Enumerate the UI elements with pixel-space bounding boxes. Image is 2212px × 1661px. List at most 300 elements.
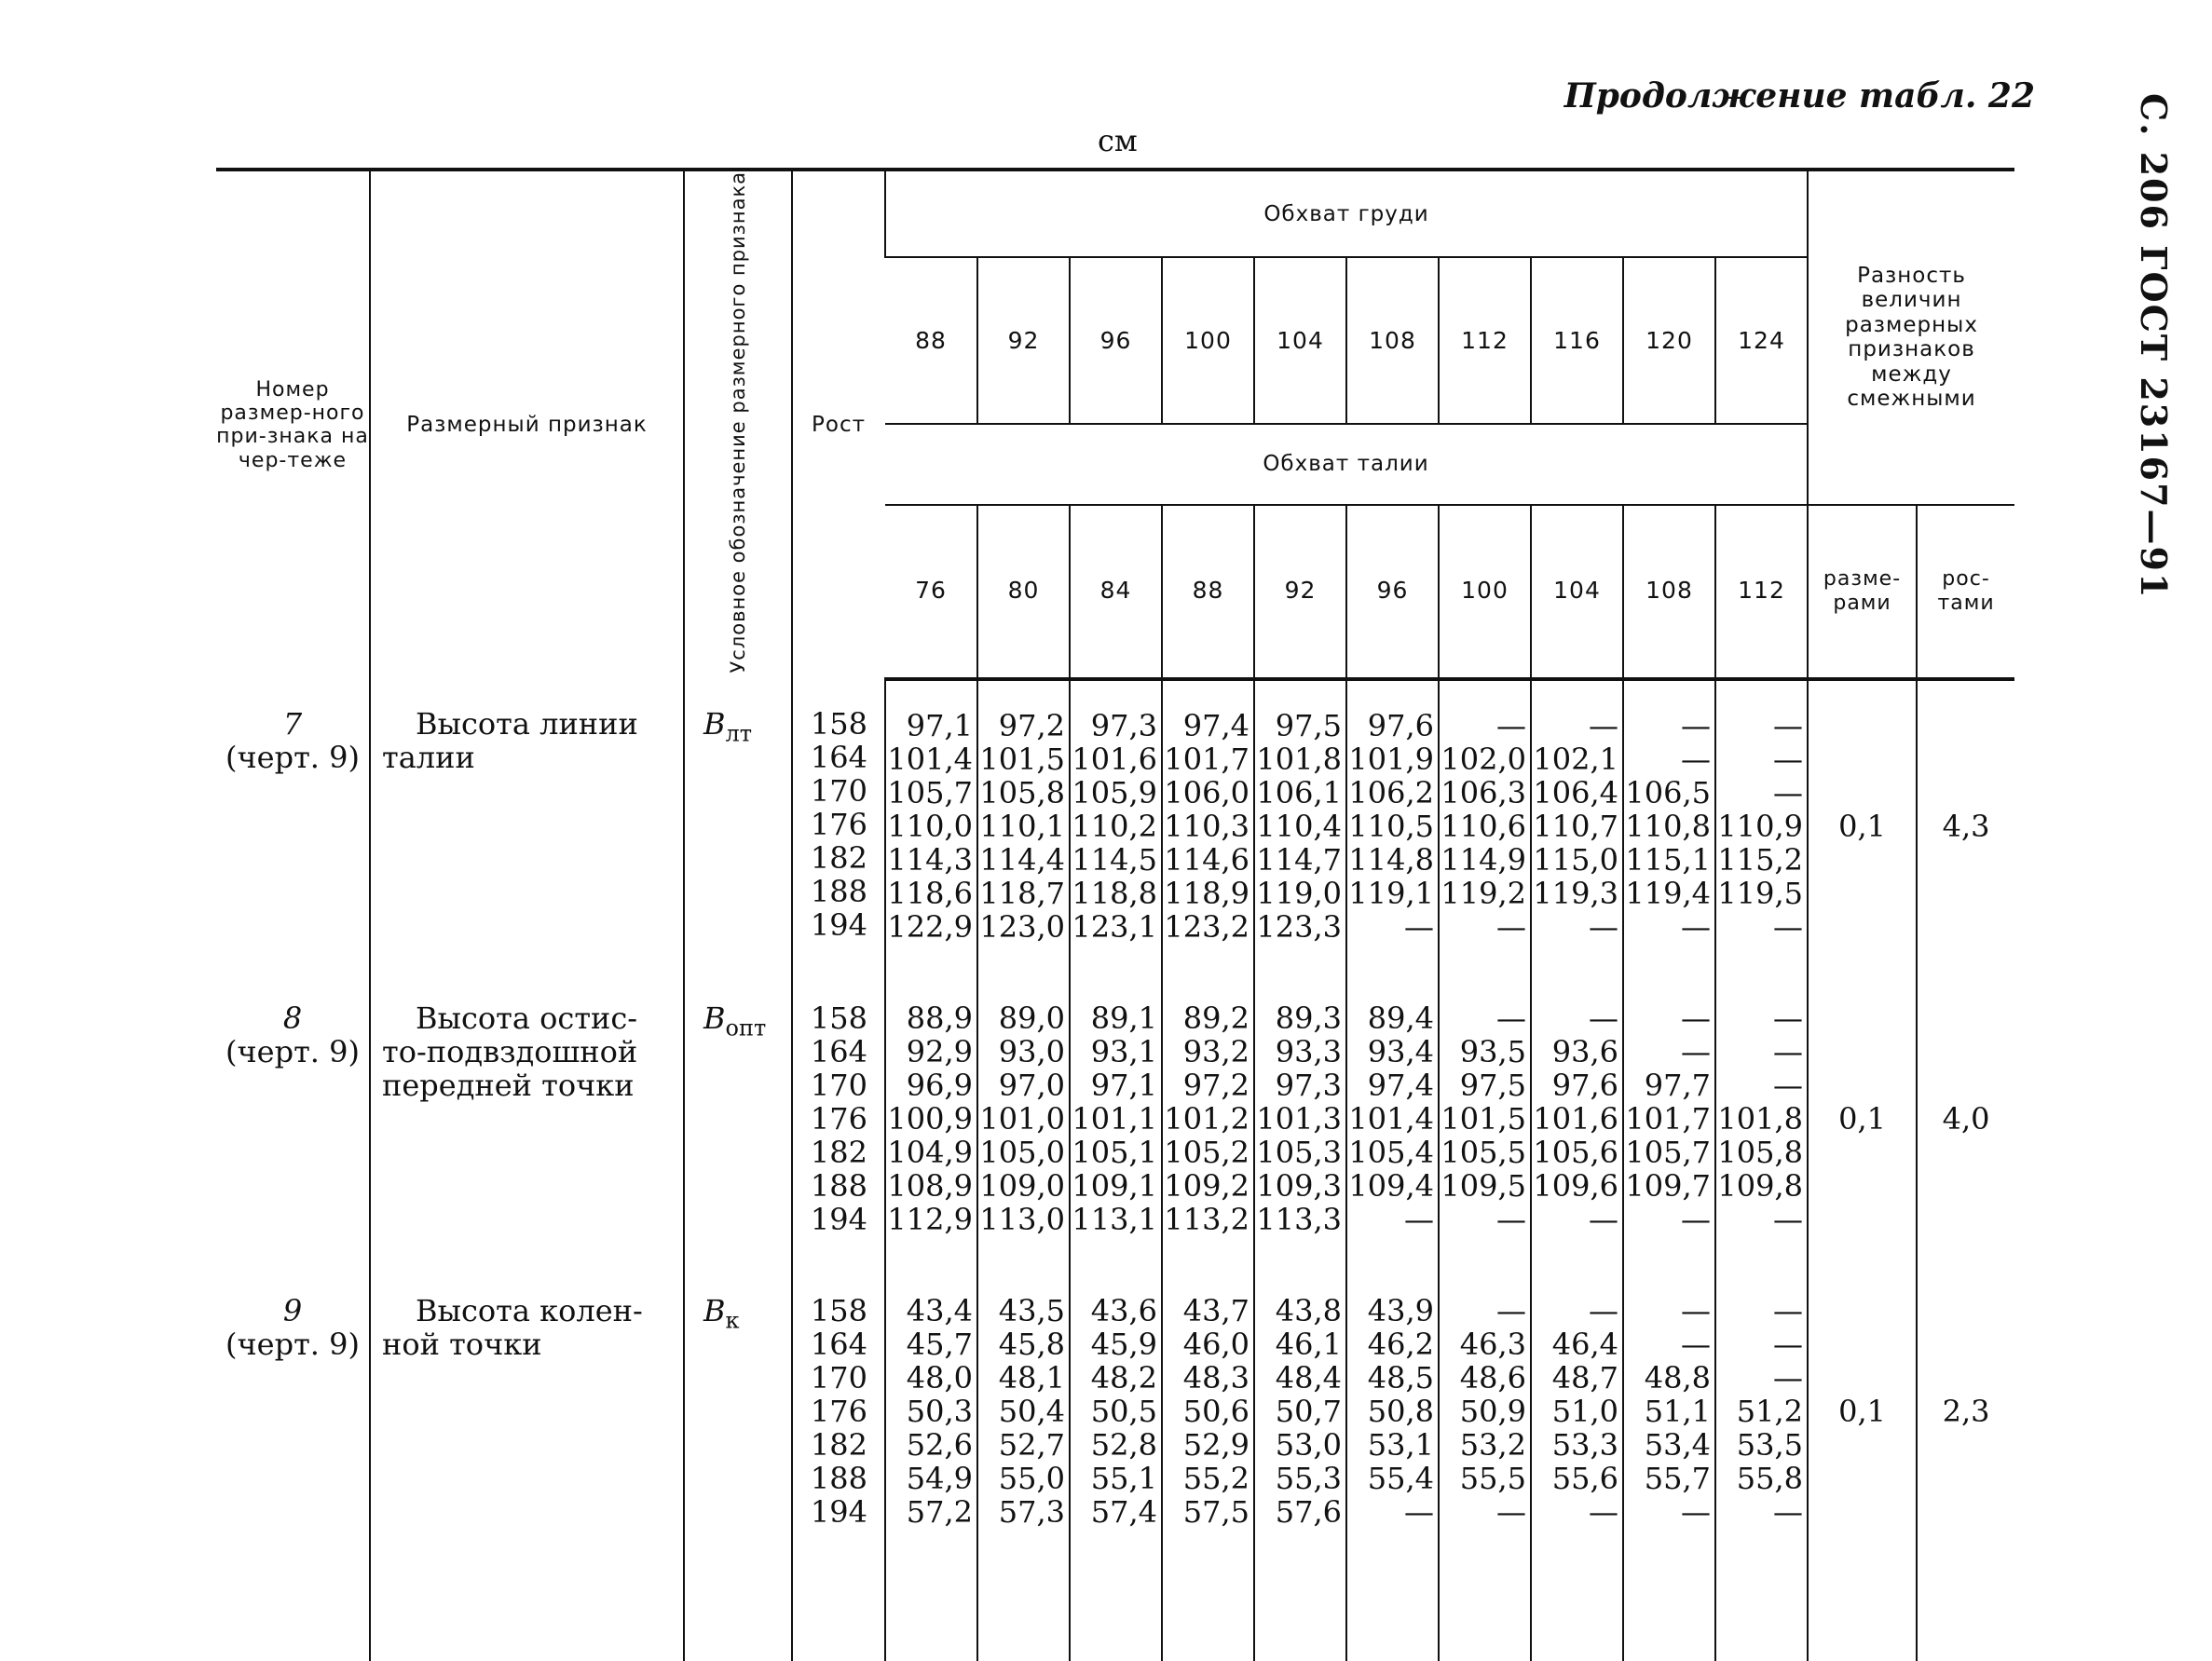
measurement-value: — bbox=[1773, 1326, 1804, 1362]
filler-cell bbox=[1254, 1559, 1346, 1661]
measurement-value: 48,7 bbox=[1551, 1359, 1618, 1396]
height-value: 194 bbox=[810, 906, 867, 943]
feature-symbol-subscript: к bbox=[725, 1307, 740, 1334]
feature-name-cell bbox=[370, 973, 684, 1266]
measurement-value: 119,1 bbox=[1348, 875, 1434, 911]
measurement-column-cell bbox=[1439, 1266, 1531, 1559]
measurement-value: 118,8 bbox=[1072, 875, 1157, 911]
measurement-value: — bbox=[1773, 1359, 1804, 1396]
measurement-value: 46,2 bbox=[1367, 1326, 1434, 1362]
measurement-value: 110,7 bbox=[1533, 808, 1618, 844]
measurement-value: 114,7 bbox=[1256, 841, 1342, 878]
measurement-value: 57,2 bbox=[906, 1493, 973, 1530]
measurement-value: — bbox=[1496, 1493, 1526, 1530]
measurement-column-cell bbox=[1346, 679, 1439, 973]
diff-heights-value: 4,3 bbox=[1917, 679, 2014, 973]
measurement-value: 114,3 bbox=[887, 841, 973, 878]
drawing-reference: (черт. 9) bbox=[225, 1326, 360, 1362]
measurement-value: 96,9 bbox=[906, 1067, 973, 1103]
measurement-value: — bbox=[1404, 1201, 1434, 1237]
measurement-value: 50,4 bbox=[998, 1393, 1065, 1429]
diff-heights-value: 2,3 bbox=[1917, 1266, 2014, 1559]
height-values-cell bbox=[792, 679, 885, 973]
column-group-chest: Обхват груди bbox=[885, 170, 1808, 257]
measurement-value: 43,5 bbox=[998, 1292, 1065, 1328]
feature-name-line: Высота колен- bbox=[416, 1292, 643, 1328]
measurement-value: — bbox=[1589, 1201, 1618, 1237]
measurement-value: — bbox=[1404, 1493, 1434, 1530]
measurement-column-cell bbox=[977, 679, 1070, 973]
measurement-value: 46,3 bbox=[1459, 1326, 1526, 1362]
measurement-value: 105,8 bbox=[1717, 1134, 1804, 1170]
measurement-column-cell bbox=[1715, 679, 1808, 973]
measurement-value: 89,1 bbox=[1090, 1000, 1157, 1036]
measurement-column-cell bbox=[977, 973, 1070, 1266]
measurement-value: 55,0 bbox=[998, 1460, 1065, 1496]
feature-name-line: то-подвздошной bbox=[382, 1033, 638, 1069]
drawing-reference: (черт. 9) bbox=[225, 1033, 360, 1069]
measurement-value: — bbox=[1773, 1000, 1804, 1036]
height-value: 188 bbox=[810, 1460, 867, 1496]
measurement-value: 106,2 bbox=[1348, 774, 1434, 810]
measurement-value: 114,9 bbox=[1441, 841, 1526, 878]
measurement-value: 97,1 bbox=[906, 707, 973, 743]
measurement-value: 93,2 bbox=[1182, 1033, 1249, 1069]
measurement-value: 89,4 bbox=[1367, 1000, 1434, 1036]
drawing-reference: (черт. 9) bbox=[225, 739, 360, 775]
waist-value-header: 104 bbox=[1531, 505, 1623, 679]
measurement-value: 93,4 bbox=[1367, 1033, 1434, 1069]
measurement-value: 97,3 bbox=[1090, 707, 1157, 743]
measurement-value: 45,8 bbox=[998, 1326, 1065, 1362]
measurement-value: 101,5 bbox=[979, 741, 1065, 777]
filler-cell bbox=[216, 1559, 370, 1661]
measurement-column-cell bbox=[1162, 1266, 1254, 1559]
measurement-value: — bbox=[1589, 1292, 1618, 1328]
measurement-value: 54,9 bbox=[906, 1460, 973, 1496]
measurement-value: — bbox=[1773, 1033, 1804, 1069]
measurement-value: 52,9 bbox=[1182, 1426, 1249, 1463]
continuation-caption: Продолжение табл. 22 bbox=[1563, 76, 2035, 116]
chest-value-header: 92 bbox=[977, 257, 1070, 424]
measurement-value: 48,4 bbox=[1275, 1359, 1342, 1396]
measurement-value: 104,9 bbox=[887, 1134, 973, 1170]
filler-cell bbox=[684, 1559, 792, 1661]
measurement-value: 50,7 bbox=[1275, 1393, 1342, 1429]
measurement-value: 110,3 bbox=[1164, 808, 1249, 844]
measurement-value: 48,3 bbox=[1182, 1359, 1249, 1396]
measurement-value: 46,0 bbox=[1182, 1326, 1249, 1362]
waist-value-header: 84 bbox=[1070, 505, 1162, 679]
height-value: 194 bbox=[810, 1201, 867, 1237]
table-row bbox=[216, 679, 2014, 973]
measurement-value: — bbox=[1496, 1201, 1526, 1237]
measurement-value: 57,5 bbox=[1182, 1493, 1249, 1530]
measurement-value: 123,0 bbox=[979, 908, 1065, 945]
measurement-value: 97,4 bbox=[1367, 1067, 1434, 1103]
measurement-value: 110,6 bbox=[1441, 808, 1526, 844]
measurement-value: — bbox=[1589, 1000, 1618, 1036]
table-filler-row bbox=[216, 1559, 2014, 1661]
waist-value-header: 88 bbox=[1162, 505, 1254, 679]
measurement-value: — bbox=[1773, 1292, 1804, 1328]
measurement-value: — bbox=[1589, 1493, 1618, 1530]
measurement-value: 45,9 bbox=[1090, 1326, 1157, 1362]
measurement-value: 55,7 bbox=[1644, 1460, 1711, 1496]
diff-heights-value: 4,0 bbox=[1917, 973, 2014, 1266]
column-header-number: Номер размер-ного при-знака на чер-теже bbox=[216, 170, 370, 679]
measurement-value: 55,6 bbox=[1551, 1460, 1618, 1496]
measurement-value: 51,2 bbox=[1736, 1393, 1804, 1429]
measurement-value: 53,3 bbox=[1551, 1426, 1618, 1463]
measurement-value: 123,2 bbox=[1164, 908, 1249, 945]
measurement-value: 109,1 bbox=[1072, 1167, 1157, 1204]
measurement-value: 105,2 bbox=[1164, 1134, 1249, 1170]
measurement-value: 105,7 bbox=[887, 774, 973, 810]
measurement-value: 101,8 bbox=[1717, 1100, 1804, 1137]
measurement-value: 53,0 bbox=[1275, 1426, 1342, 1463]
measurement-value: 101,1 bbox=[1072, 1100, 1157, 1137]
measurement-value: 97,1 bbox=[1090, 1067, 1157, 1103]
measurement-value: 57,3 bbox=[998, 1493, 1065, 1530]
measurement-value: 101,4 bbox=[887, 741, 973, 777]
measurement-value: 109,4 bbox=[1348, 1167, 1434, 1204]
height-value: 182 bbox=[810, 1426, 867, 1463]
height-value: 182 bbox=[810, 839, 867, 876]
filler-cell bbox=[1917, 1559, 2014, 1661]
measurement-value: 101,4 bbox=[1348, 1100, 1434, 1137]
filler-cell bbox=[1162, 1559, 1254, 1661]
measurement-value: 101,0 bbox=[979, 1100, 1065, 1137]
measurement-value: 101,6 bbox=[1072, 741, 1157, 777]
measurement-value: 97,4 bbox=[1182, 707, 1249, 743]
measurement-value: 109,2 bbox=[1164, 1167, 1249, 1204]
diff-sizes-value: 0,1 bbox=[1808, 1266, 1917, 1559]
measurement-value: 105,4 bbox=[1348, 1134, 1434, 1170]
measurement-value: — bbox=[1496, 707, 1526, 743]
feature-number: 7 bbox=[282, 705, 303, 742]
height-value: 176 bbox=[810, 806, 867, 842]
measurement-value: 113,0 bbox=[979, 1201, 1065, 1237]
measurement-value: 115,2 bbox=[1717, 841, 1804, 878]
measurement-column-cell bbox=[1715, 973, 1808, 1266]
measurement-value: — bbox=[1773, 707, 1804, 743]
feature-number-cell bbox=[216, 679, 370, 973]
measurement-value: 97,5 bbox=[1459, 1067, 1526, 1103]
height-value: 188 bbox=[810, 873, 867, 909]
measurement-value: 50,9 bbox=[1459, 1393, 1526, 1429]
measurement-value: 105,3 bbox=[1256, 1134, 1342, 1170]
measurement-value: 123,1 bbox=[1072, 908, 1157, 945]
chest-value-header: 104 bbox=[1254, 257, 1346, 424]
measurement-value: 110,8 bbox=[1625, 808, 1711, 844]
measurement-value: 53,4 bbox=[1644, 1426, 1711, 1463]
measurement-value: 51,0 bbox=[1551, 1393, 1618, 1429]
measurement-value: 53,1 bbox=[1367, 1426, 1434, 1463]
measurement-value: 93,3 bbox=[1275, 1033, 1342, 1069]
filler-cell bbox=[1439, 1559, 1531, 1661]
height-value: 164 bbox=[810, 739, 867, 775]
feature-symbol-cell bbox=[684, 973, 792, 1266]
measurement-value: 119,4 bbox=[1625, 875, 1711, 911]
feature-name-cell bbox=[370, 1266, 684, 1559]
measurement-value: 105,7 bbox=[1625, 1134, 1711, 1170]
height-value: 194 bbox=[810, 1493, 867, 1530]
height-value: 164 bbox=[810, 1326, 867, 1362]
measurement-value: 110,9 bbox=[1717, 808, 1804, 844]
measurement-value: 50,8 bbox=[1367, 1393, 1434, 1429]
measurement-value: 108,9 bbox=[887, 1167, 973, 1204]
feature-name-line: передней точки bbox=[382, 1067, 635, 1103]
filler-cell bbox=[885, 1559, 977, 1661]
measurement-value: 114,6 bbox=[1164, 841, 1249, 878]
measurement-value: 51,1 bbox=[1644, 1393, 1711, 1429]
measurement-value: 110,0 bbox=[887, 808, 973, 844]
measurement-value: 93,0 bbox=[998, 1033, 1065, 1069]
measurement-value: 52,7 bbox=[998, 1426, 1065, 1463]
measurement-value: 50,3 bbox=[906, 1393, 973, 1429]
measurement-value: — bbox=[1681, 1493, 1711, 1530]
measurement-value: 101,3 bbox=[1256, 1100, 1342, 1137]
measurement-value: 48,2 bbox=[1090, 1359, 1157, 1396]
measurement-value: — bbox=[1773, 908, 1804, 945]
measurement-value: 105,5 bbox=[1441, 1134, 1526, 1170]
measurement-value: — bbox=[1496, 1000, 1526, 1036]
measurement-value: 106,4 bbox=[1533, 774, 1618, 810]
measurement-value: 43,9 bbox=[1367, 1292, 1434, 1328]
measurement-value: 48,5 bbox=[1367, 1359, 1434, 1396]
measurement-value: 109,5 bbox=[1441, 1167, 1526, 1204]
measurement-value: — bbox=[1681, 908, 1711, 945]
measurement-column-cell bbox=[885, 679, 977, 973]
chest-value-header: 124 bbox=[1715, 257, 1808, 424]
measurement-value: 55,8 bbox=[1736, 1460, 1804, 1496]
diff-sizes-value: 0,1 bbox=[1808, 973, 1917, 1266]
measurement-column-cell bbox=[1070, 679, 1162, 973]
unit-label: см bbox=[1098, 123, 1138, 158]
feature-name-cell bbox=[370, 679, 684, 973]
measurement-value: 97,3 bbox=[1275, 1067, 1342, 1103]
measurement-value: — bbox=[1773, 1493, 1804, 1530]
measurement-column-cell bbox=[1254, 973, 1346, 1266]
measurement-value: 92,9 bbox=[906, 1033, 973, 1069]
feature-symbol: В bbox=[703, 1292, 726, 1328]
measurement-column-cell bbox=[1623, 1266, 1715, 1559]
measurement-value: 97,2 bbox=[998, 707, 1065, 743]
waist-value-header: 80 bbox=[977, 505, 1070, 679]
measurement-value: 89,2 bbox=[1182, 1000, 1249, 1036]
column-header-symbol-text: Условное обозначение размерного признака bbox=[726, 171, 749, 674]
feature-name-line: ной точки bbox=[382, 1326, 542, 1362]
measurement-value: — bbox=[1496, 1292, 1526, 1328]
measurement-value: 97,0 bbox=[998, 1067, 1065, 1103]
height-value: 170 bbox=[810, 1067, 867, 1103]
measurement-value: 112,9 bbox=[887, 1201, 973, 1237]
measurement-value: — bbox=[1589, 908, 1618, 945]
measurement-column-cell bbox=[1254, 1266, 1346, 1559]
waist-value-header: 76 bbox=[885, 505, 977, 679]
measurement-value: 52,6 bbox=[906, 1426, 973, 1463]
measurement-column-cell bbox=[885, 973, 977, 1266]
filler-cell bbox=[1808, 1559, 1917, 1661]
measurement-value: 114,5 bbox=[1072, 841, 1157, 878]
measurement-value: 105,6 bbox=[1533, 1134, 1618, 1170]
column-group-waist: Обхват талии bbox=[885, 424, 1808, 504]
feature-number-cell bbox=[216, 1266, 370, 1559]
measurement-column-cell bbox=[1070, 973, 1162, 1266]
measurement-value: — bbox=[1681, 1033, 1711, 1069]
table-body bbox=[216, 679, 2014, 1661]
measurement-value: 118,7 bbox=[979, 875, 1065, 911]
measurement-value: — bbox=[1681, 1000, 1711, 1036]
feature-symbol-cell bbox=[684, 679, 792, 973]
measurement-value: — bbox=[1681, 707, 1711, 743]
measurement-value: 48,1 bbox=[998, 1359, 1065, 1396]
table-row bbox=[216, 1266, 2014, 1559]
height-values-cell bbox=[792, 973, 885, 1266]
feature-symbol-subscript: опт bbox=[725, 1014, 767, 1042]
measurement-value: 100,9 bbox=[887, 1100, 973, 1137]
column-group-diff: Разность величин размерных признаков между смежными bbox=[1808, 170, 2014, 505]
chest-value-header: 112 bbox=[1439, 257, 1531, 424]
measurement-value: 106,0 bbox=[1164, 774, 1249, 810]
measurement-value: 110,5 bbox=[1348, 808, 1434, 844]
feature-symbol-subscript: лт bbox=[725, 720, 753, 747]
measurement-value: 119,2 bbox=[1441, 875, 1526, 911]
measurement-value: 55,1 bbox=[1090, 1460, 1157, 1496]
measurement-column-cell bbox=[1715, 1266, 1808, 1559]
filler-cell bbox=[1623, 1559, 1715, 1661]
height-values-cell bbox=[792, 1266, 885, 1559]
chest-value-header: 116 bbox=[1531, 257, 1623, 424]
measurement-value: 43,8 bbox=[1275, 1292, 1342, 1328]
measurement-value: 102,0 bbox=[1441, 741, 1526, 777]
height-value: 164 bbox=[810, 1033, 867, 1069]
measurement-value: 46,1 bbox=[1275, 1326, 1342, 1362]
measurement-value: 93,6 bbox=[1551, 1033, 1618, 1069]
measurement-value: 101,2 bbox=[1164, 1100, 1249, 1137]
measurement-value: 50,6 bbox=[1182, 1393, 1249, 1429]
measurement-column-cell bbox=[1531, 973, 1623, 1266]
filler-cell bbox=[1531, 1559, 1623, 1661]
measurement-column-cell bbox=[1254, 679, 1346, 973]
filler-cell bbox=[792, 1559, 885, 1661]
measurement-value: 48,6 bbox=[1459, 1359, 1526, 1396]
page-standard-title: С. 206 ГОСТ 23167—91 bbox=[2133, 93, 2175, 600]
measurement-table bbox=[216, 168, 2014, 1661]
measurement-column-cell bbox=[1346, 1266, 1439, 1559]
measurement-value: 55,5 bbox=[1459, 1460, 1526, 1496]
measurement-value: 101,6 bbox=[1533, 1100, 1618, 1137]
measurement-value: — bbox=[1404, 908, 1434, 945]
filler-cell bbox=[1346, 1559, 1439, 1661]
chest-value-header: 88 bbox=[915, 326, 947, 354]
column-header-diff-heights: рос-тами bbox=[1917, 505, 2014, 679]
measurement-column-cell bbox=[1162, 973, 1254, 1266]
measurement-value: 110,2 bbox=[1072, 808, 1157, 844]
measurement-value: — bbox=[1773, 1067, 1804, 1103]
feature-symbol-cell bbox=[684, 1266, 792, 1559]
measurement-value: 46,4 bbox=[1551, 1326, 1618, 1362]
feature-number-cell bbox=[216, 973, 370, 1266]
measurement-value: — bbox=[1773, 741, 1804, 777]
filler-cell bbox=[1070, 1559, 1162, 1661]
feature-name-line: Высота линии bbox=[416, 705, 638, 742]
measurement-value: 113,3 bbox=[1256, 1201, 1342, 1237]
height-value: 170 bbox=[810, 1359, 867, 1396]
measurement-value: 123,3 bbox=[1256, 908, 1342, 945]
waist-value-header: 108 bbox=[1623, 505, 1715, 679]
waist-value-header: 100 bbox=[1439, 505, 1531, 679]
measurement-value: — bbox=[1773, 774, 1804, 810]
measurement-column-cell bbox=[1439, 973, 1531, 1266]
measurement-value: 55,3 bbox=[1275, 1460, 1342, 1496]
measurement-value: 115,0 bbox=[1533, 841, 1618, 878]
measurement-value: 97,7 bbox=[1644, 1067, 1711, 1103]
measurement-value: 118,6 bbox=[887, 875, 973, 911]
chest-value-header: 120 bbox=[1623, 257, 1715, 424]
diff-sizes-value: 0,1 bbox=[1808, 679, 1917, 973]
measurement-value: 101,7 bbox=[1164, 741, 1249, 777]
measurement-value: 52,8 bbox=[1090, 1426, 1157, 1463]
measurement-value: — bbox=[1681, 1292, 1711, 1328]
measurement-value: 109,6 bbox=[1533, 1167, 1618, 1204]
measurement-value: 43,7 bbox=[1182, 1292, 1249, 1328]
measurement-value: 122,9 bbox=[887, 908, 973, 945]
height-value: 158 bbox=[810, 1292, 867, 1328]
measurement-value: 97,2 bbox=[1182, 1067, 1249, 1103]
measurement-value: 119,3 bbox=[1533, 875, 1618, 911]
measurement-column-cell bbox=[1531, 1266, 1623, 1559]
height-value: 158 bbox=[810, 705, 867, 742]
filler-cell bbox=[1715, 1559, 1808, 1661]
measurement-value: 106,5 bbox=[1625, 774, 1711, 810]
measurement-value: 105,1 bbox=[1072, 1134, 1157, 1170]
height-value: 188 bbox=[810, 1167, 867, 1204]
column-header-height: Рост bbox=[792, 170, 885, 679]
measurement-value: 48,8 bbox=[1644, 1359, 1711, 1396]
measurement-value: — bbox=[1496, 908, 1526, 945]
measurement-value: 114,4 bbox=[979, 841, 1065, 878]
measurement-value: 109,7 bbox=[1625, 1167, 1711, 1204]
measurement-value: 113,2 bbox=[1164, 1201, 1249, 1237]
measurement-value: 50,5 bbox=[1090, 1393, 1157, 1429]
measurement-value: 102,1 bbox=[1533, 741, 1618, 777]
measurement-column-cell bbox=[1070, 1266, 1162, 1559]
measurement-value: — bbox=[1589, 707, 1618, 743]
measurement-value: 89,3 bbox=[1275, 1000, 1342, 1036]
table-row bbox=[216, 973, 2014, 1266]
measurement-value: 101,8 bbox=[1256, 741, 1342, 777]
measurement-value: 110,4 bbox=[1256, 808, 1342, 844]
measurement-value: 119,0 bbox=[1256, 875, 1342, 911]
measurement-column-cell bbox=[1623, 679, 1715, 973]
measurement-value: 57,6 bbox=[1275, 1493, 1342, 1530]
measurement-value: 53,2 bbox=[1459, 1426, 1526, 1463]
measurement-value: 119,5 bbox=[1717, 875, 1804, 911]
column-header-feature: Размерный признак bbox=[370, 170, 684, 679]
measurement-value: 97,6 bbox=[1367, 707, 1434, 743]
height-value: 176 bbox=[810, 1100, 867, 1137]
column-header-diff-sizes: разме-рами bbox=[1808, 505, 1917, 679]
measurement-value: 118,9 bbox=[1164, 875, 1249, 911]
measurement-value: 105,9 bbox=[1072, 774, 1157, 810]
measurement-value: — bbox=[1681, 1326, 1711, 1362]
measurement-value: 45,7 bbox=[906, 1326, 973, 1362]
measurement-value: 43,6 bbox=[1090, 1292, 1157, 1328]
measurement-value: 93,5 bbox=[1459, 1033, 1526, 1069]
measurement-value: 115,1 bbox=[1625, 841, 1711, 878]
